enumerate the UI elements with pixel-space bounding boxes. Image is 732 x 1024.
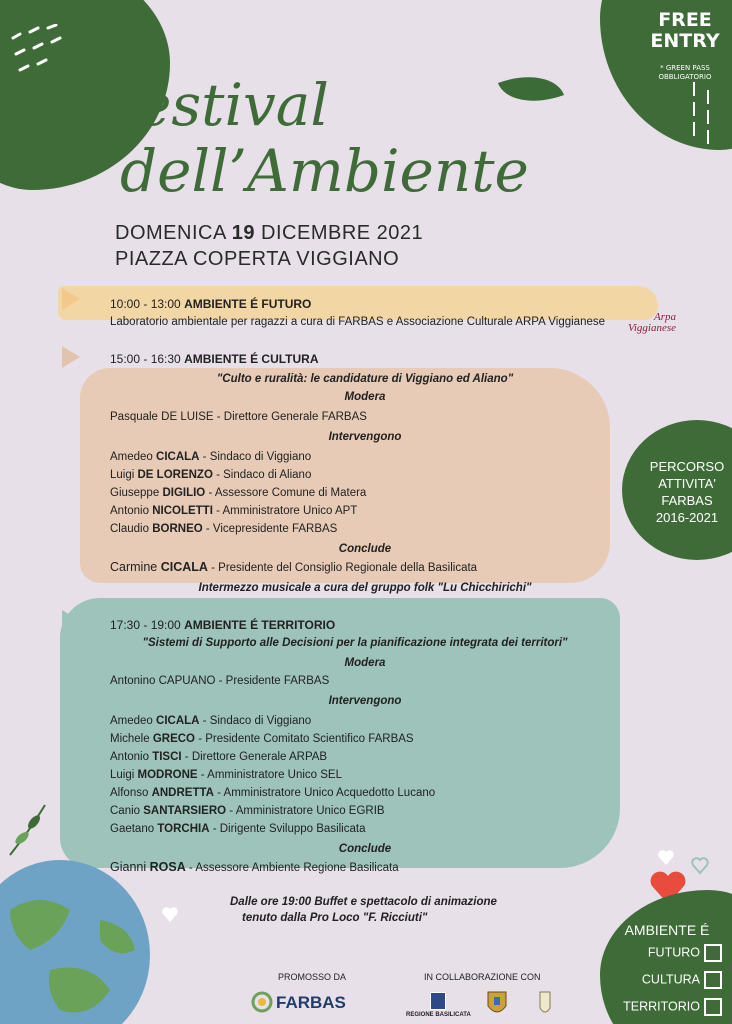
buffet-line1: Dalle ore 19:00 Buffet e spettacolo di animazione [230, 896, 497, 908]
collaborazione-label: IN COLLABORAZIONE CON [424, 972, 541, 982]
section-territorio-subtitle: "Sistemi di Supporto alle Decisioni per la pianificazione integrata dei territori" [142, 637, 568, 649]
section-futuro-heading: 10:00 - 13:00 AMBIENTE É FUTURO [110, 297, 312, 311]
checkbox-icon [704, 998, 722, 1016]
intervengono-label: Intervengono [328, 431, 402, 443]
ambiente-item: FUTURO [612, 944, 722, 962]
heart-outline-icon [690, 856, 710, 876]
percorso-text: PERCORSO ATTIVITA' FARBAS 2016-2021 [649, 459, 725, 525]
checkbox-icon [704, 944, 722, 962]
moderator: Antonino CAPUANO - Presidente FARBAS [110, 675, 330, 687]
modera-label: Modera [344, 657, 386, 669]
speaker: Giuseppe DIGILIO - Assessore Comune di Matera [110, 487, 367, 499]
farbas-logo: FARBAS [276, 993, 346, 1012]
speaker: Antonio NICOLETTI - Amministratore Unico APT [110, 505, 358, 517]
dash-vertical-icon [690, 80, 730, 150]
arpa-logo: Arpa Viggianese [627, 311, 676, 334]
conclude-label: Conclude [338, 843, 392, 855]
section-territorio-heading: 17:30 - 19:00 AMBIENTE É TERRITORIO [110, 618, 336, 632]
section-cultura-heading: 15:00 - 16:30 AMBIENTE É CULTURA [110, 352, 319, 366]
viggiano-crest-icon [486, 990, 508, 1018]
speaker: Luigi MODRONE - Amministratore Unico SEL [110, 769, 342, 781]
ambiente-heading: AMBIENTE É [624, 922, 710, 938]
ambiente-item: CULTURA [612, 971, 722, 989]
event-place: PIAZZA COPERTA VIGGIANO [115, 248, 400, 270]
speaker: Amedeo CICALA - Sindaco di Viggiano [110, 715, 312, 727]
chevron-right-icon [62, 288, 80, 310]
moderator: Pasquale DE LUISE - Direttore Generale FARBAS [110, 411, 367, 423]
speaker: Canio SANTARSIERO - Amministratore Unico EGRIB [110, 805, 385, 817]
heart-outline-icon [160, 905, 180, 925]
aliano-crest-icon [538, 990, 552, 1016]
speaker: Claudio BORNEO - Vicepresidente FARBAS [110, 523, 338, 535]
concluder: Carmine CICALA - Presidente del Consiglio Regionale della Basilicata [110, 560, 478, 574]
festival-title-line1: Festival [100, 71, 329, 139]
conclude-label: Conclude [338, 543, 392, 555]
event-date: DOMENICA 19 DICEMBRE 2021 [115, 222, 424, 244]
chevron-right-icon [62, 346, 80, 368]
section-cultura-subtitle: "Culto e ruralità: le candidature di Viggiano ed Aliano" [216, 373, 514, 385]
speaker: Alfonso ANDRETTA - Amministratore Unico Acquedotto Lucano [110, 787, 436, 799]
regione-basilicata-label: REGIONE BASILICATA [406, 1012, 471, 1018]
concluder: Gianni ROSA - Assessore Ambiente Regione Basilicata [110, 860, 399, 874]
speaker: Luigi DE LORENZO - Sindaco di Aliano [110, 469, 312, 481]
ambiente-item: TERRITORIO [612, 998, 722, 1016]
modera-label: Modera [344, 391, 386, 403]
heart-outline-icon [656, 848, 676, 868]
festival-title-line2: dell’Ambiente [120, 137, 529, 205]
intermezzo-text: Intermezzo musicale a cura del gruppo folk "Lu Chicchirichi" [198, 582, 532, 594]
speaker: Michele GRECO - Presidente Comitato Scientifico FARBAS [110, 733, 414, 745]
regione-basilicata-logo [430, 992, 446, 1010]
promosso-label: PROMOSSO DA [278, 972, 347, 982]
dash-pattern-icon [8, 24, 78, 84]
green-pass-note: * GREEN PASS OBBLIGATORIO [658, 64, 712, 81]
free-entry-label: FREE ENTRY [650, 9, 720, 52]
chevron-right-icon [62, 610, 80, 632]
farbas-logo-icon [250, 990, 274, 1014]
section-futuro-desc: Laboratorio ambientale per ragazzi a cura di FARBAS e Associazione Culturale ARPA Viggianese [110, 316, 605, 328]
speaker: Gaetano TORCHIA - Dirigente Sviluppo Basilicata [110, 823, 366, 835]
continents-icon [0, 880, 150, 1024]
speaker: Antonio TISCI - Direttore Generale ARPAB [110, 751, 328, 763]
intervengono-label: Intervengono [328, 695, 402, 707]
leaf-branch-icon [0, 800, 60, 860]
buffet-line2: tenuto dalla Pro Loco "F. Ricciuti" [242, 912, 428, 924]
checkbox-icon [704, 971, 722, 989]
speaker: Amedeo CICALA - Sindaco di Viggiano [110, 451, 312, 463]
